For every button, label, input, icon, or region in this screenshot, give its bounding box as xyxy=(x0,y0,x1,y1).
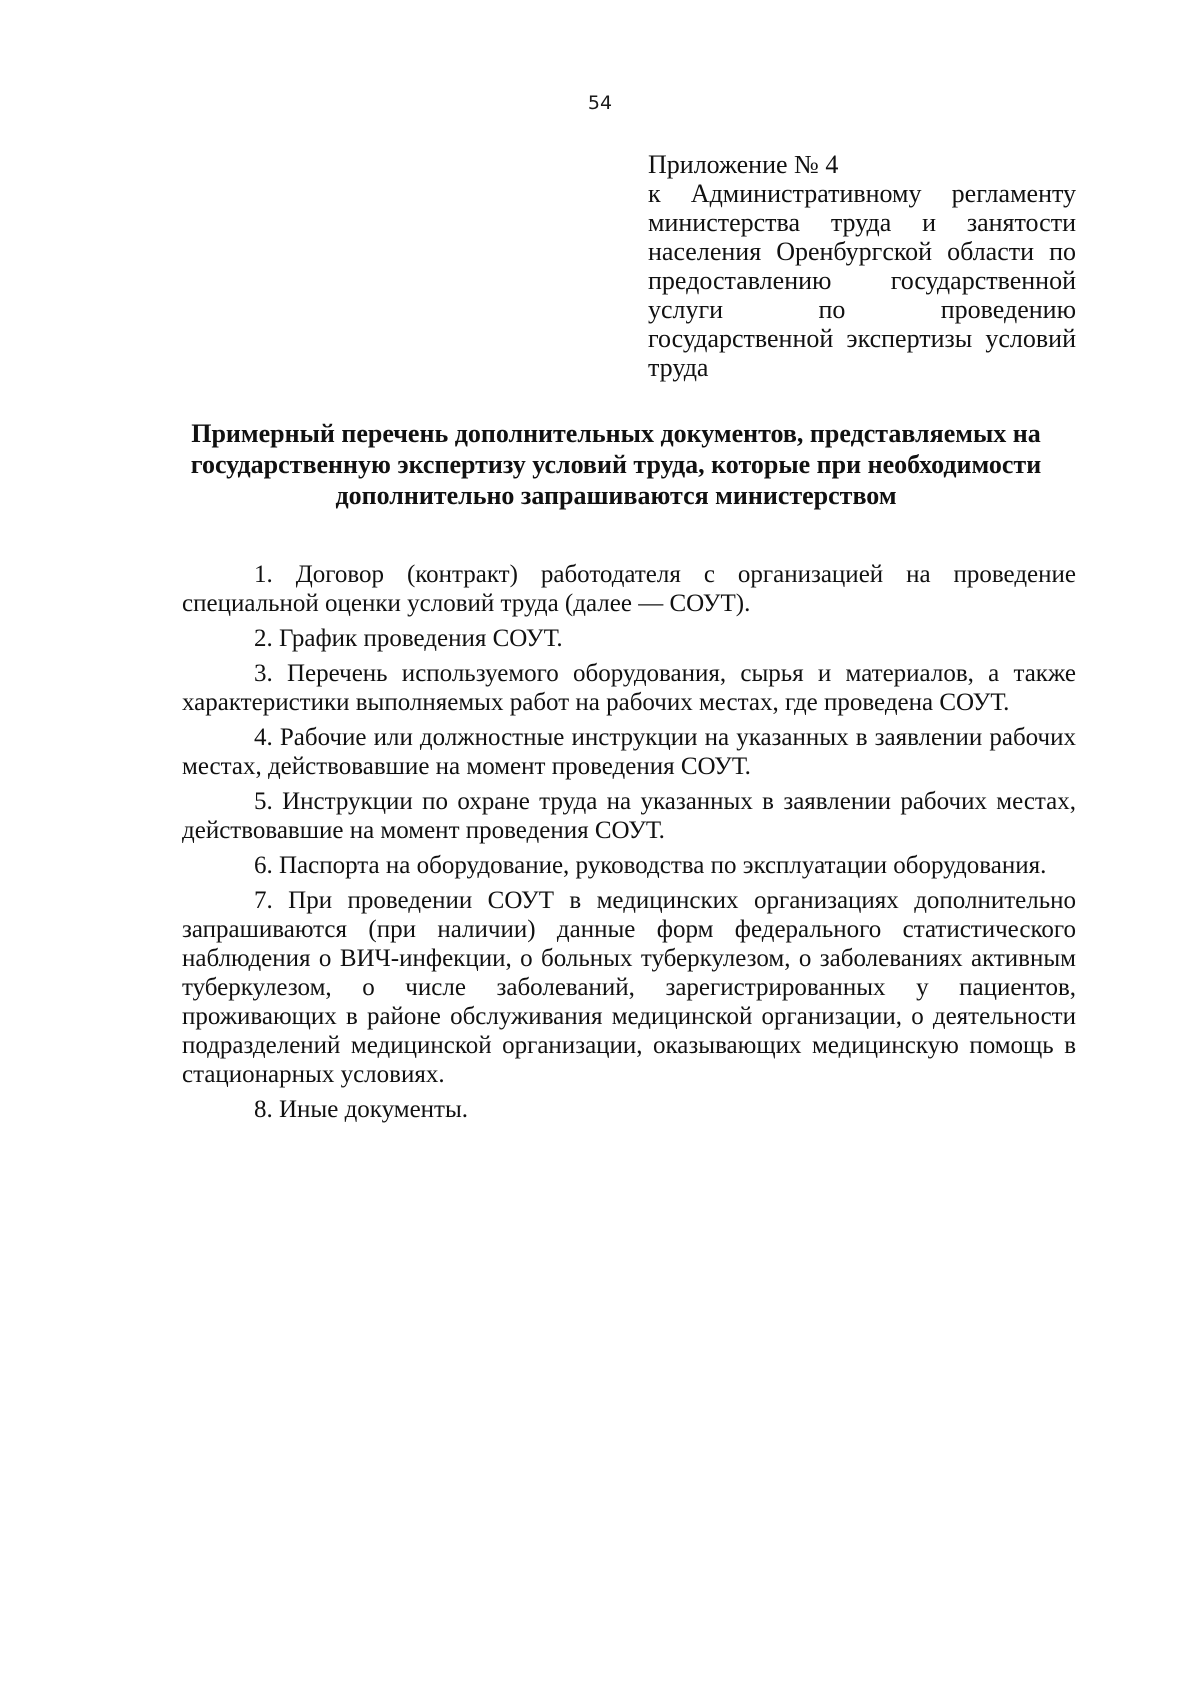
list-item: 8. Иные документы. xyxy=(254,1096,469,1123)
list-item: 1. Договор (контракт) работодателя с организацией на проведение специальной оценки условий труда (далее — СОУТ). xyxy=(182,561,1076,617)
list-item: 2. График проведения СОУТ. xyxy=(254,625,563,652)
page-number: 54 xyxy=(587,92,613,114)
list-item: 3. Перечень используемого оборудования, сырья и материалов, а также характеристики выполняемых работ на рабочих местах, где проведена СОУТ. xyxy=(182,660,1076,716)
appendix-title: Приложение № 4 xyxy=(648,150,839,179)
document-list xyxy=(182,560,1076,1130)
appendix-block xyxy=(648,150,1076,382)
list-item: 7. При проведении СОУТ в медицинских организациях дополнительно запрашиваются (при наличии) данные форм федерального статистического наблюдения о ВИЧ-инфекции, о больных туберкулезом, о заболеваниях активным туберкулезом, о числе заболеваний, зарегистрированных у пациентов, проживающих в районе обслуживания медицинской организации, о деятельности подразделений медицинской организации, оказывающих медицинскую помощь в стационарных условиях. xyxy=(182,887,1076,1088)
document-title: Примерный перечень дополнительных документов, представляемых на государственную экспертизу условий труда, которые при необходимости дополнительно запрашиваются министерством xyxy=(190,419,1042,510)
list-item: 4. Рабочие или должностные инструкции на указанных в заявлении рабочих местах, действовавшие на момент проведения СОУТ. xyxy=(182,724,1076,780)
appendix-text: к Административному регламенту министерства труда и занятости населения Оренбургской области по предоставлению государственной услуги по проведению государственной экспертизы условий труда xyxy=(648,179,1076,382)
list-item: 6. Паспорта на оборудование, руководства по эксплуатации оборудования. xyxy=(254,852,1047,879)
list-item: 5. Инструкции по охране труда на указанных в заявлении рабочих местах, действовавшие на момент проведения СОУТ. xyxy=(182,788,1076,844)
